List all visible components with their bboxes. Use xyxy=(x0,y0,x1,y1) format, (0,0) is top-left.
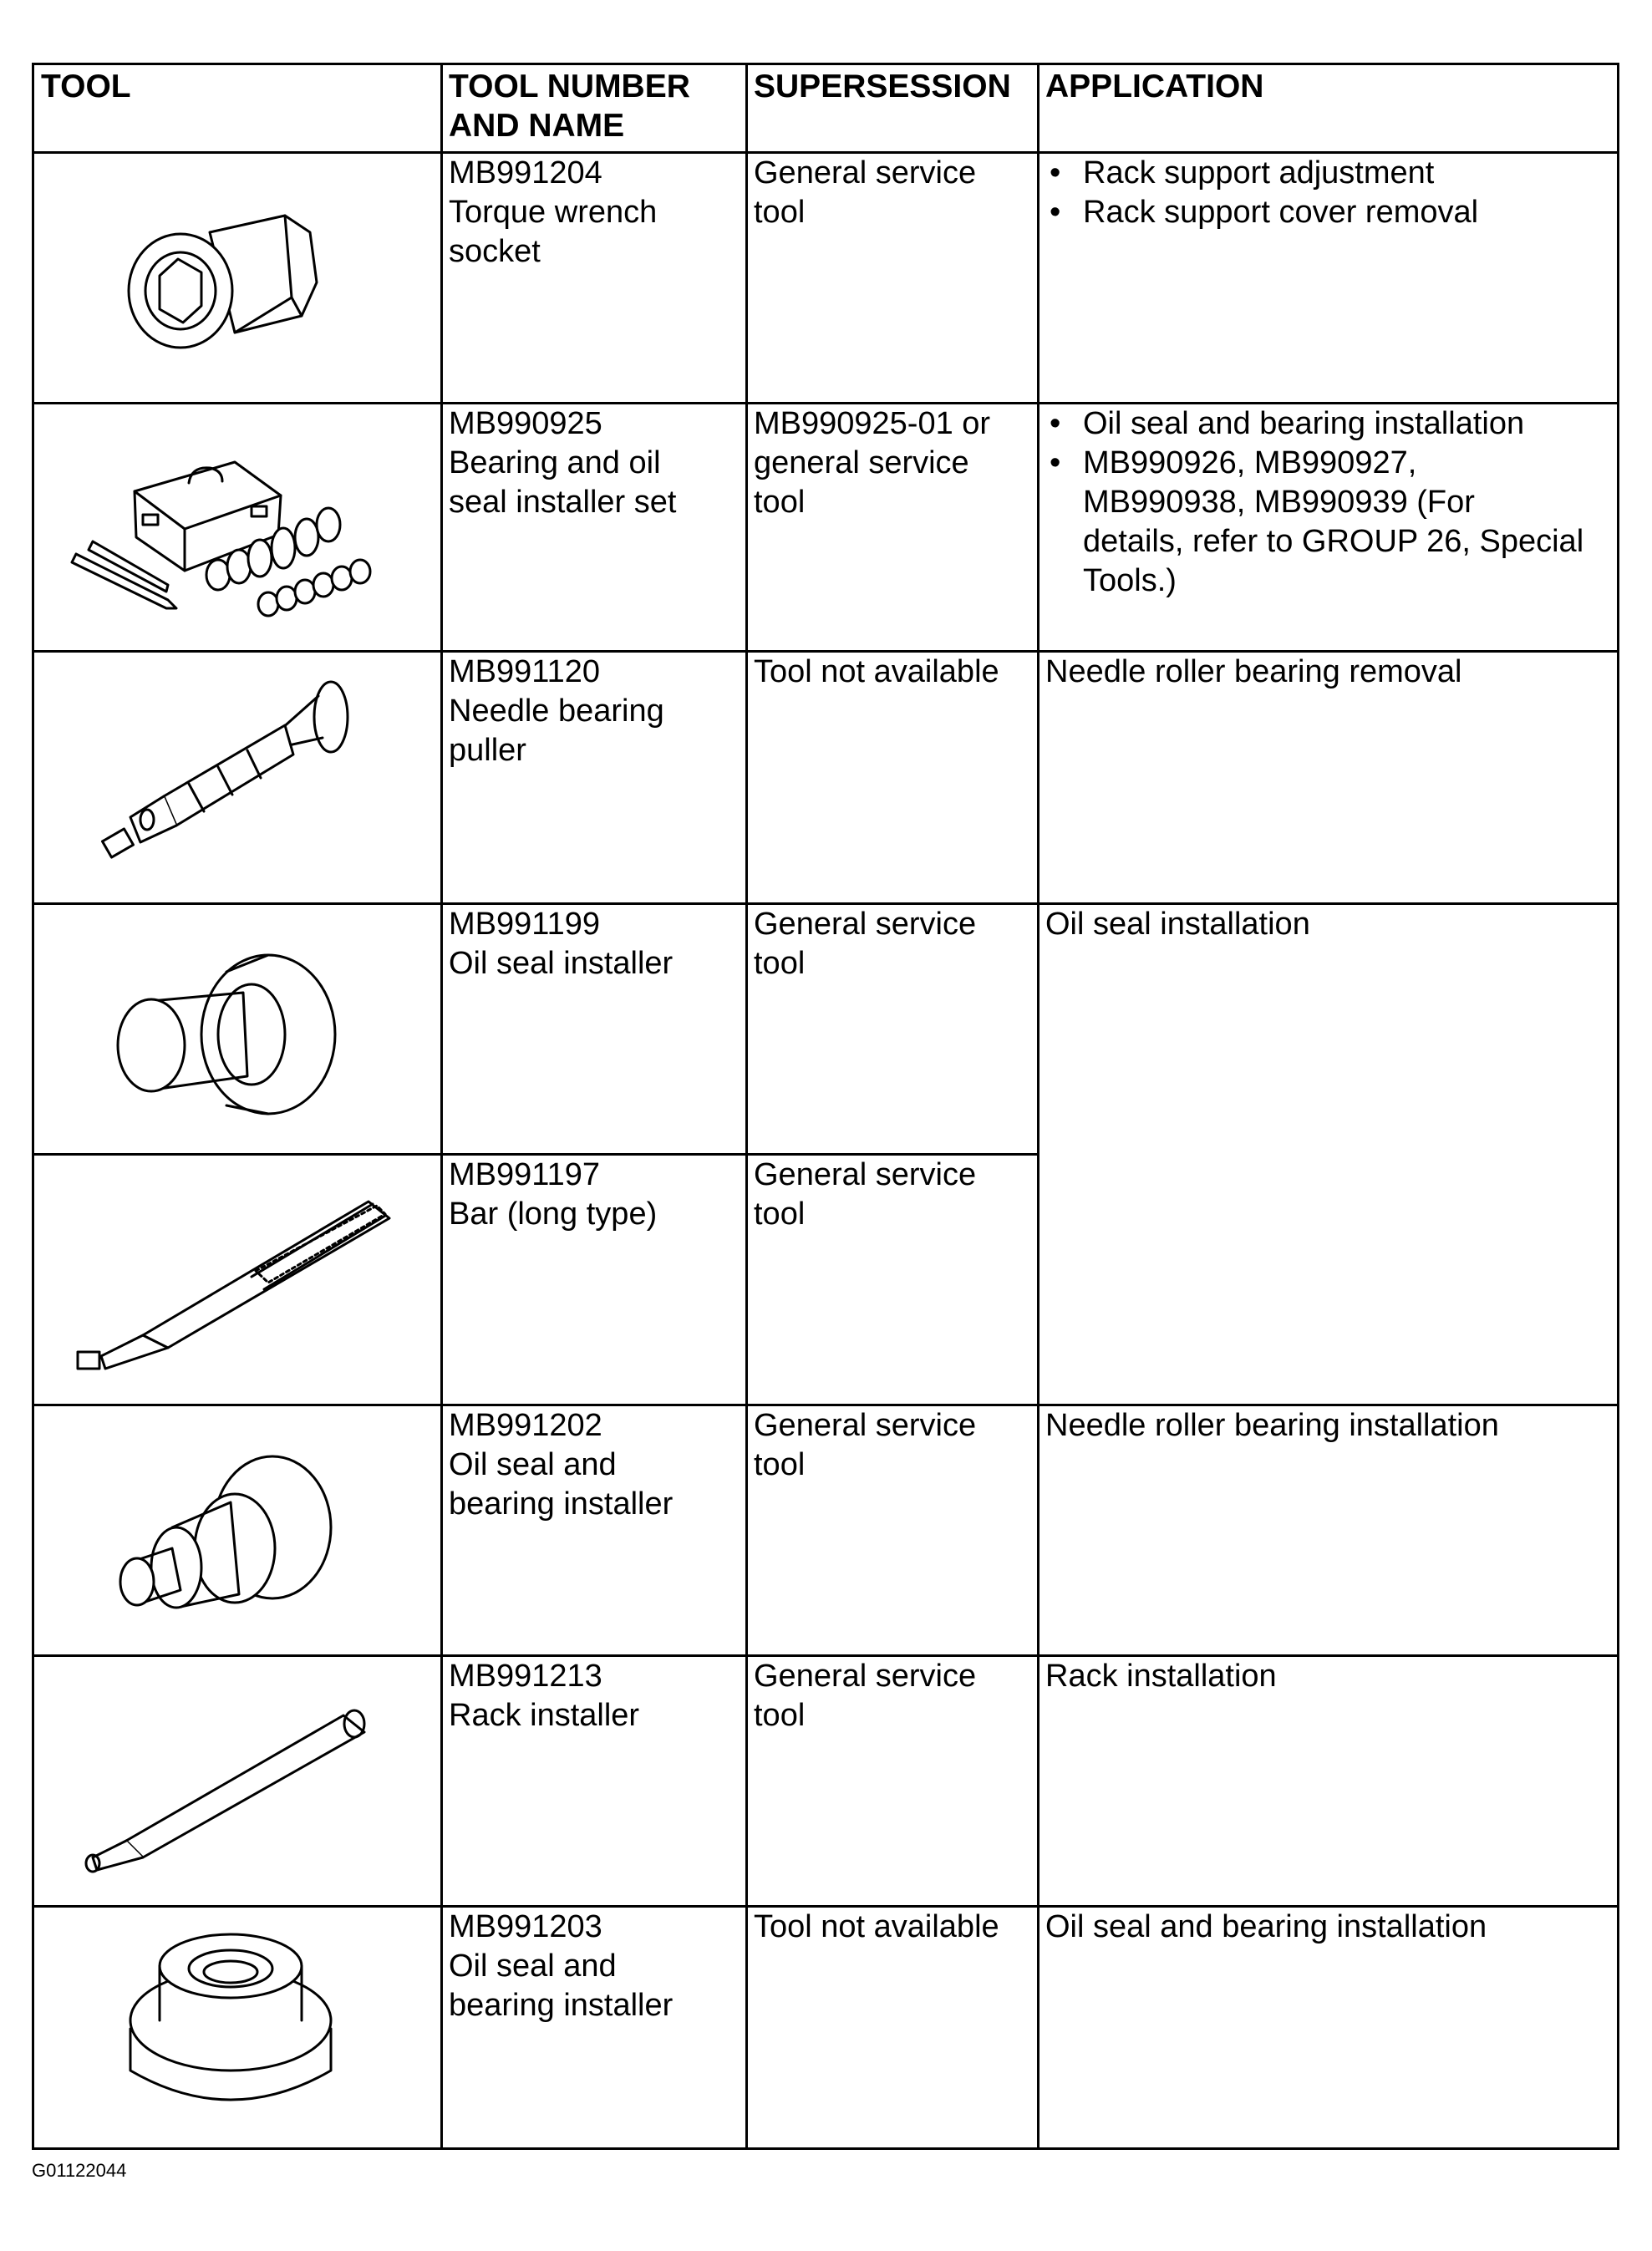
tool-number: MB991197 xyxy=(449,1157,600,1192)
supersession: General service tool xyxy=(754,1408,977,1482)
supersession: General service tool xyxy=(754,155,977,230)
tool-name: Rack installer xyxy=(449,1698,640,1733)
tool-name: Bearing and oil seal installer set xyxy=(449,445,677,520)
supersession: MB990925-01 or general service tool xyxy=(754,406,991,520)
supersession: Tool not available xyxy=(754,654,999,689)
bullet-icon: • xyxy=(1050,406,1061,441)
needle-bearing-puller-icon xyxy=(80,679,364,871)
tool-number: MB991120 xyxy=(449,654,600,689)
tool-number: MB990925 xyxy=(449,406,602,441)
rack-installer-icon xyxy=(76,1682,377,1883)
application: Needle roller bearing removal xyxy=(1045,654,1462,689)
tool-name: Bar (long type) xyxy=(449,1197,658,1232)
application: Needle roller bearing installation xyxy=(1045,1408,1499,1443)
supersession: General service tool xyxy=(754,1157,977,1232)
bullet-icon: • xyxy=(1050,155,1061,191)
column-divider xyxy=(440,65,443,2147)
application: Oil seal and bearing installation xyxy=(1045,1909,1487,1944)
application: Rack installation xyxy=(1045,1659,1277,1694)
bullet-icon: • xyxy=(1050,445,1061,480)
header-tool: TOOL xyxy=(41,69,131,104)
tool-name: Needle bearing puller xyxy=(449,694,664,768)
figure-code: G01122044 xyxy=(32,2160,127,2181)
tool-name: Torque wrench socket xyxy=(449,195,658,269)
special-tools-table: TOOL TOOL NUMBER AND NAME SUPERSESSION APPLICATION MB991204 Torque wrench socket General service tool • Rack support adjustment • Rack support cover removal MB990925 Bearing and oil seal installer set MB990925-01 or general service tool • Oil seal and bearing installation • MB990926, MB990927, MB990938, MB990939 (For details, refer to GROUP 26, Special Tools.) MB991120 Needle bearing puller Tool not available Needle roller bearing removal MB991199 Oil seal installer General service tool Oil seal installation MB991197 Bar (long type) General service tool MB991202 Oil seal and bearing installer General service tool Needle roller bearing installation MB991213 Rack installer General service tool Rack installation MB991203 Oil seal and bearing installer Tool not available Oil seal and bearing installation xyxy=(32,63,1619,2150)
tool-number: MB991204 xyxy=(449,155,602,191)
tool-name: Oil seal and bearing installer xyxy=(449,1949,674,2023)
tool-name: Oil seal installer xyxy=(449,946,674,981)
supersession: General service tool xyxy=(754,907,977,981)
header-supersession: SUPERSESSION xyxy=(754,69,1011,104)
tool-name: Oil seal and bearing installer xyxy=(449,1447,674,1522)
tool-number: MB991202 xyxy=(449,1408,602,1443)
supersession: Tool not available xyxy=(754,1909,999,1944)
header-tool-number: TOOL NUMBER AND NAME xyxy=(449,69,690,144)
installer-set-icon xyxy=(59,433,410,625)
column-divider xyxy=(745,65,748,2147)
torque-wrench-socket-icon xyxy=(118,199,335,366)
tool-number: MB991213 xyxy=(449,1659,602,1694)
bar-long-type-icon xyxy=(68,1181,402,1381)
tool-number: MB991199 xyxy=(449,907,600,942)
application: Oil seal installation xyxy=(1045,907,1310,942)
tool-number: MB991203 xyxy=(449,1909,602,1944)
column-divider xyxy=(1037,65,1039,2147)
oil-seal-installer-icon xyxy=(101,951,352,1135)
oil-seal-bearing-installer-icon xyxy=(105,1452,348,1644)
supersession: General service tool xyxy=(754,1659,977,1733)
ring-installer-icon xyxy=(122,1928,339,2121)
header-application: APPLICATION xyxy=(1045,69,1264,104)
bullet-icon: • xyxy=(1050,195,1061,230)
